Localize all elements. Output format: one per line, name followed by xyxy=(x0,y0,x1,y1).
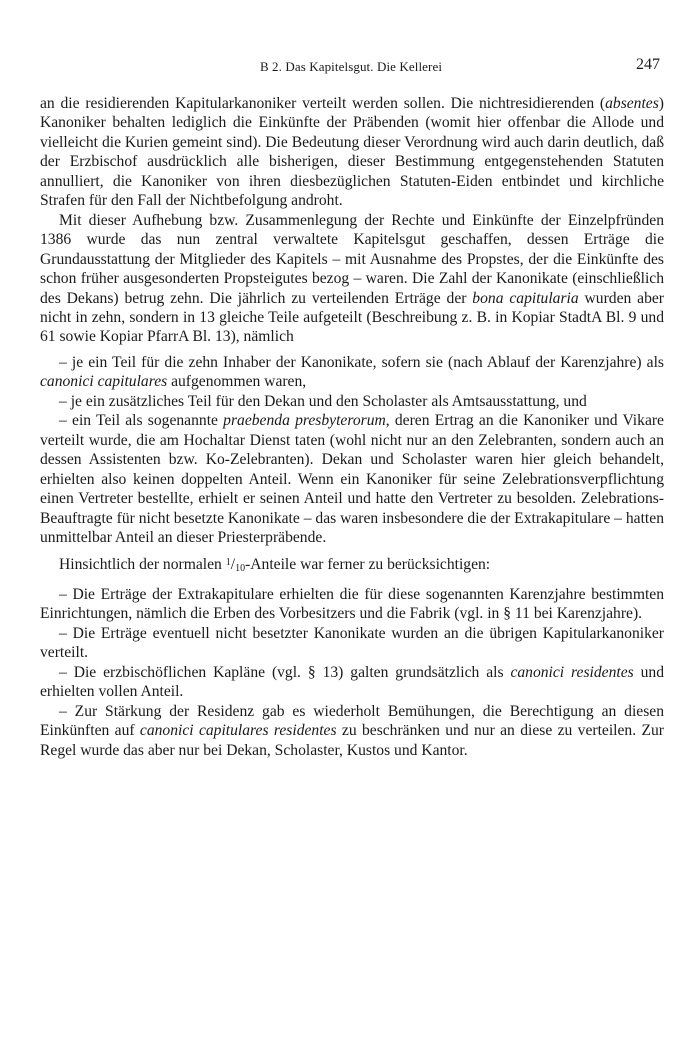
latin-term: absentes xyxy=(605,95,659,112)
list-item-vacant xyxy=(40,624,664,663)
fraction-numerator: 1 xyxy=(225,557,231,569)
text-run: zu beschränken und nur an diese zu verteilen. Zur Regel wurde das aber nur bei Dekan, Scholaster, Kustos und Kantor. xyxy=(40,722,664,759)
list-item-share-priests xyxy=(40,411,664,547)
running-head: B 2. Das Kapitelsgut. Die Kellerei xyxy=(259,59,443,74)
text-run: Hinsichtlich der normalen xyxy=(59,556,226,574)
latin-term: canonici residentes xyxy=(510,663,634,681)
list-item-residence xyxy=(40,702,664,760)
fraction-denominator: 10 xyxy=(235,563,246,575)
page-number: 247 xyxy=(636,56,660,73)
latin-term: canonici capitulares xyxy=(40,373,168,391)
text-run: und erhielten vollen Anteil. xyxy=(40,663,665,701)
text-run: an die residierenden Kapitularkanoniker verteilt werden sollen. Die nichtresidierenden ( xyxy=(40,95,606,112)
list-item-share-canons xyxy=(40,353,664,392)
text-run: ) Kanoniker behalten lediglich die Einkünfte der Präbenden (womit hier offenbar die Allode und vielleicht die Kurien gemeint sind). Die Bedeutung dieser Verordnung wird auch darin deutlich, daß der Erzbischof ausdrücklich alle bisherigen, dieser Bestimmung entgegenstehenden Statuten annulliert, die Kanoniker von ihren diesbezüglichen Statuten-Eiden entbindet und kirchliche Strafen für den Fall der Nichtbefolgung androht. xyxy=(40,95,664,210)
text-run: – je ein zusätzliches Teil für den Dekan und den Scholaster als Amtsausstattung, und xyxy=(59,392,587,410)
latin-term: bona capitularia xyxy=(472,289,579,307)
paragraph-1 xyxy=(40,94,664,211)
list-item-chaplains xyxy=(40,663,664,702)
text-run: – Zur Stärkung der Residenz gab es wiederholt Bemühungen, die Berechtigung an diesen Einkünften auf xyxy=(40,702,664,740)
latin-term: canonici capitulares residentes xyxy=(139,722,337,740)
text-run: aufgenommen waren, xyxy=(167,373,307,391)
text-run: -Anteile war ferner zu berücksichtigen: xyxy=(245,556,491,574)
latin-term: praebenda presbyterorum xyxy=(223,412,386,430)
text-run: wurden aber nicht in zehn, sondern in 13 gleiche Teile aufgeteilt (Beschreibung z. B. in Kopiar StadtA Bl. 9 und 61 sowie Kopiar PfarrA Bl. 13), nämlich xyxy=(40,289,664,346)
list-item-share-dean xyxy=(40,392,664,411)
paragraph-2 xyxy=(40,211,664,347)
page-header xyxy=(40,56,662,80)
fraction: $^1/_{10}$ xyxy=(225,556,246,575)
text-run: – Die Erträge der Extrakapitulare erhielten die für diese sogenannten Karenzjahre bestimmten Einrichtungen, nämlich die Erben des Vorbesitzers und die Fabrik (vgl. in § 11 bei Karenzjahre). xyxy=(40,585,664,623)
text-run: , deren Ertrag an die Kanoniker und Vikare verteilt wurde, die am Hochaltar Dienst taten (wohl nicht nur an den Zelebranten, sondern auch an dessen Assistenten bzw. Ko-Zelebranten). Dekan und Scholaster waren hier gleich behandelt, erhielten also keinen doppelten Anteil. Wenn ein Kanoniker für seine Zelebrationsverpflichtung einen Vertreter bestellte, erhielt er seinen Anteil und hatte den Vertreter zu besolden. Zelebrations-Beauftragte für nicht besetzte Kanonikate – das waren insbesondere die der Extrakapitulare – hatten unmittelbar Anteil an dieser Priesterpräbende. xyxy=(40,412,664,546)
paragraph-shares-intro xyxy=(40,553,664,578)
text-run: – je ein Teil für die zehn Inhaber der Kanonikate, sofern sie (nach Ablauf der Karenzjahre) als xyxy=(59,353,664,371)
list-item-extracapitular xyxy=(40,585,664,624)
text-run: – ein Teil als sogenannte xyxy=(59,412,224,430)
text-run: – Die Erträge eventuell nicht besetzter Kanonikate wurden an die übrigen Kapitularkanoniker verteilt. xyxy=(40,624,664,662)
text-run: Mit dieser Aufhebung bzw. Zusammenlegung der Rechte und Einkünfte der Einzelpfründen 1386 wurde das nun zentral verwaltete Kapitelsgut geschaffen, dessen Erträge die Grundausstattung der Mitglieder des Kapitels – mit Ausnahme des Propstes, der die Einkünfte des schon früher ausgesonderten Propsteigutes bezog – waren. Die Zahl der Kanonikate (einschließlich des Dekans) betrug zehn. Die jährlich zu verteilenden Erträge der xyxy=(40,211,664,307)
text-run: – Die erzbischöflichen Kapläne (vgl. § 13) galten grundsätzlich als xyxy=(59,663,511,681)
body-text xyxy=(40,94,664,760)
